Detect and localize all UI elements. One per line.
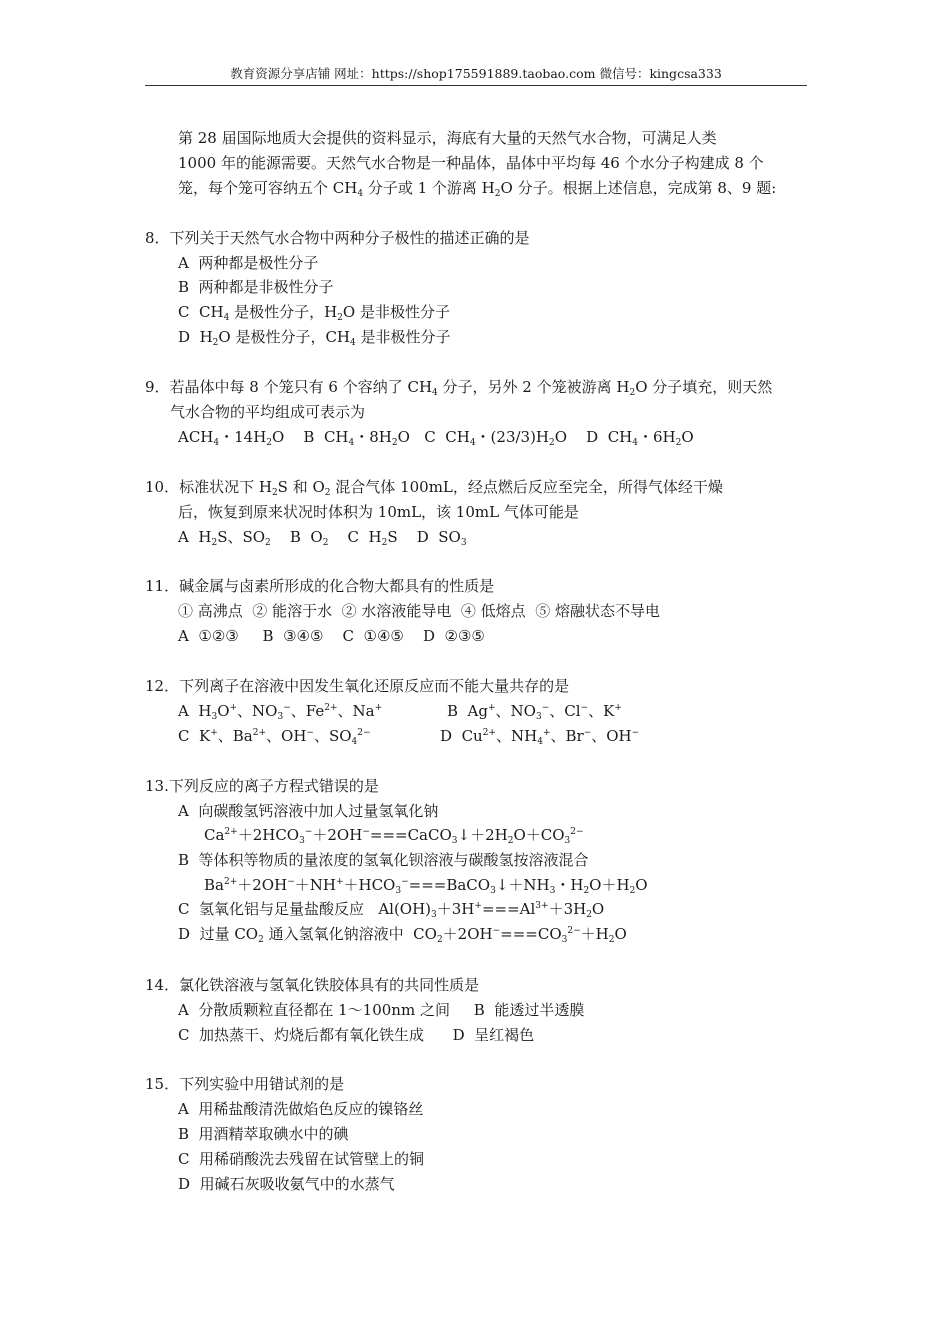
q12-option-a: A $H_3O^+$、$NO_3^-$、$Fe^{2+}$、Na+: [178, 702, 383, 722]
q12-option-d: D $Cu^{2+}$、$NH_4^+$、Br−、OH−: [440, 727, 640, 747]
q13-option-d: D 过量 $CO_2$ 通入氢氧化钠溶液中 $CO_2+2OH^-===CO_3^{2-}+H_2O$: [178, 925, 627, 945]
q8-option-b: B 两种都是非极性分子: [178, 278, 334, 296]
intro-line-2: 1000 年的能源需要。天然气水合物是一种晶体，晶体中平均每 46 个水分子构建成 8 个: [178, 154, 764, 172]
q15-option-b: B 用酒精萃取碘水中的碘: [178, 1125, 349, 1143]
q13-stem: 13.下列反应的离子方程式错误的是: [145, 777, 379, 795]
q10-stem-2: 后，恢复到原来状况时体积为 10mL，该 10mL 气体可能是: [178, 503, 579, 521]
q12-option-c: C K+、$Ba^{2+}$、OH−、$SO_4^{2-}$: [178, 727, 371, 747]
q12-option-b: B Ag+、$NO_3^-$、Cl−、K+: [447, 702, 622, 722]
q9-options: $ACH_4$・$14H_2O$ B $CH_4$・$8H_2O$ C $CH_4$・$(23/3)H_2O$ D $CH_4$・$6H_2O$: [178, 428, 694, 448]
q14-options-cd: C 加热蒸干、灼烧后都有氧化铁生成 D 呈红褐色: [178, 1026, 535, 1044]
q8-stem: 8．下列关于天然气水合物中两种分子极性的描述正确的是: [145, 229, 530, 247]
q14-stem: 14．氯化铁溶液与氢氧化铁胶体具有的共同性质是: [145, 976, 480, 994]
q13-option-b-equation: $Ba^{2+}+2OH^-+NH^++HCO_3^-===BaCO_3↓+NH_3$・$H_2O+H_2O$: [204, 876, 648, 896]
q9-stem-2: 气水合物的平均组成可表示为: [170, 403, 366, 421]
q8-option-c: C $CH_4$ 是极性分子，$H_2O$ 是非极性分子: [178, 303, 450, 323]
q11-options: A ①②③ B ③④⑤ C ①④⑤ D ②③⑤: [178, 627, 485, 645]
q15-option-c: C 用稀硝酸洗去残留在试管壁上的铜: [178, 1150, 425, 1168]
q12-stem: 12．下列离子在溶液中因发生氧化还原反应而不能大量共存的是: [145, 677, 570, 695]
q8-option-d: D $H_2O$ 是极性分子，$CH_4$ 是非极性分子: [178, 328, 451, 348]
q8-option-a: A 两种都是极性分子: [178, 254, 319, 272]
q9-stem-1: 9．若晶体中每 8 个笼只有 6 个容纳了 $CH_4$ 分子，另外 2 个笼被游离 $H_2O$ 分子填充，则天然: [145, 378, 773, 398]
q13-option-b: B 等体积等物质的量浓度的氢氧化钡溶液与碳酸氢按溶液混合: [178, 851, 589, 869]
page-header: 教育资源分享店铺 网址：https://shop175591889.taobao.com 微信号：kingcsa333: [230, 66, 722, 81]
q13-option-a: A 向碳酸氢钙溶液中加人过量氢氧化钠: [178, 802, 439, 820]
q14-options-ab: A 分散质颗粒直径都在 1～100nm 之间 B 能透过半透膜: [178, 1001, 585, 1019]
q10-stem-1: 10．标准状况下 $H_2S$ 和 $O_2$ 混合气体 100mL，经点燃后反应至完全，所得气体经干燥: [145, 478, 723, 498]
q11-items: ① 高沸点 ② 能溶于水 ② 水溶液能导电 ④ 低熔点 ⑤ 熔融状态不导电: [178, 602, 660, 620]
q11-stem: 11．碱金属与卤素所形成的化合物大都具有的性质是: [145, 577, 495, 595]
intro-line-3: 笼，每个笼可容纳五个 $CH_4$ 分子或 1 个游离 $H_2O$ 分子。根据上述信息，完成第 8、9 题:: [178, 179, 777, 199]
q10-options: A $H_2S$、$SO_2$ B $O_2$ C $H_2S$ D $SO_3$: [178, 528, 467, 548]
q13-option-c: C 氢氧化铝与足量盐酸反应 $Al(OH)_3+3H^+===Al^{3+}+3H_2O$: [178, 900, 605, 920]
q15-stem: 15．下列实验中用错试剂的是: [145, 1075, 345, 1093]
intro-line-1: 第 28 届国际地质大会提供的资料显示，海底有大量的天然气水合物，可满足人类: [178, 129, 717, 147]
q15-option-d: D 用碱石灰吸收氨气中的水蒸气: [178, 1175, 395, 1193]
header-divider: [145, 85, 807, 86]
q13-option-a-equation: $Ca^{2+}+2HCO_3^-+2OH^-===CaCO_3↓+2H_2O+CO_3^{2-}$: [204, 826, 584, 846]
q15-option-a: A 用稀盐酸清洗做焰色反应的镍铬丝: [178, 1100, 424, 1118]
